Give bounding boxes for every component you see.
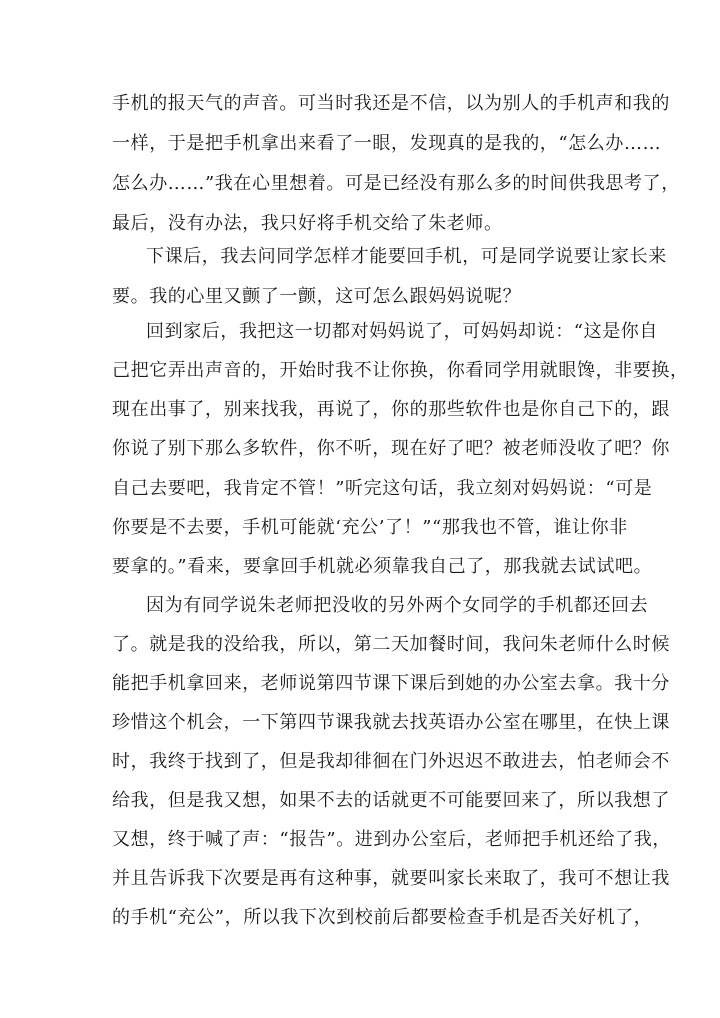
text-line: 己把它弄出声音的，开始时我不让你换，你看同学用就眼馋，非要换，	[112, 360, 689, 381]
text-line: 珍惜这个机会，一下第四节课我就去找英语办公室在哪里，在快上课	[112, 712, 670, 733]
text-line: 手机的报天气的声音。可当时我还是不信，以为别人的手机声和我的	[112, 93, 670, 114]
text-line: 时，我终于找到了，但是我却徘徊在门外迟迟不敢进去，怕老师会不	[112, 751, 670, 772]
text-line: 要。我的心里又颤了一颤，这可怎么跟妈妈说呢？	[112, 286, 522, 307]
paragraph-first-line: 因为有同学说朱老师把没收的另外两个女同学的手机都还回去	[146, 595, 649, 616]
text-line: 自己去要吧，我肯定不管！”听完这句话，我立刻对妈妈说：“可是	[112, 478, 653, 499]
paragraph-first-line: 回到家后，我把这一切都对妈妈说了，可妈妈却说：“这是你自	[146, 321, 658, 342]
text-line: 并且告诉我下次要是再有这种事，就要叫家长来取了，我可不想让我	[112, 868, 670, 889]
paragraph-first-line: 下课后，我去问同学怎样才能要回手机，可是同学说要让家长来	[146, 246, 667, 267]
text-line: 你说了别下那么多软件，你不听，现在好了吧？被老师没收了吧？你	[112, 438, 670, 459]
text-line: 给我，但是我又想，如果不去的话就更不可能要回来了，所以我想了	[112, 790, 670, 811]
text-line: 的手机“充公”，所以我下次到校前后都要检查手机是否关好机了，	[112, 907, 653, 928]
text-line: 一样，于是把手机拿出来看了一眼，发现真的是我的，“怎么办……	[112, 133, 662, 154]
text-line: 你要是不去要，手机可能就‘充公’了！”“那我也不管，谁让你非	[112, 517, 628, 538]
text-line: 要拿的。”看来，要拿回手机就必须靠我自己了，那我就去试试吧。	[112, 556, 653, 577]
text-line: 怎么办……”我在心里想着。可是已经没有那么多的时间供我思考了，	[112, 173, 680, 194]
text-line: 现在出事了，别来找我，再说了，你的那些软件也是你自己下的，跟	[112, 399, 670, 420]
text-line: 最后，没有办法，我只好将手机交给了朱老师。	[112, 213, 503, 234]
text-line: 了。就是我的没给我，所以，第二天加餐时间，我问朱老师什么时候	[112, 634, 670, 655]
text-line: 又想，终于喊了声：“报告”。进到办公室后，老师把手机还给了我，	[112, 829, 672, 850]
text-line: 能把手机拿回来，老师说第四节课下课后到她的办公室去拿。我十分	[112, 673, 670, 694]
